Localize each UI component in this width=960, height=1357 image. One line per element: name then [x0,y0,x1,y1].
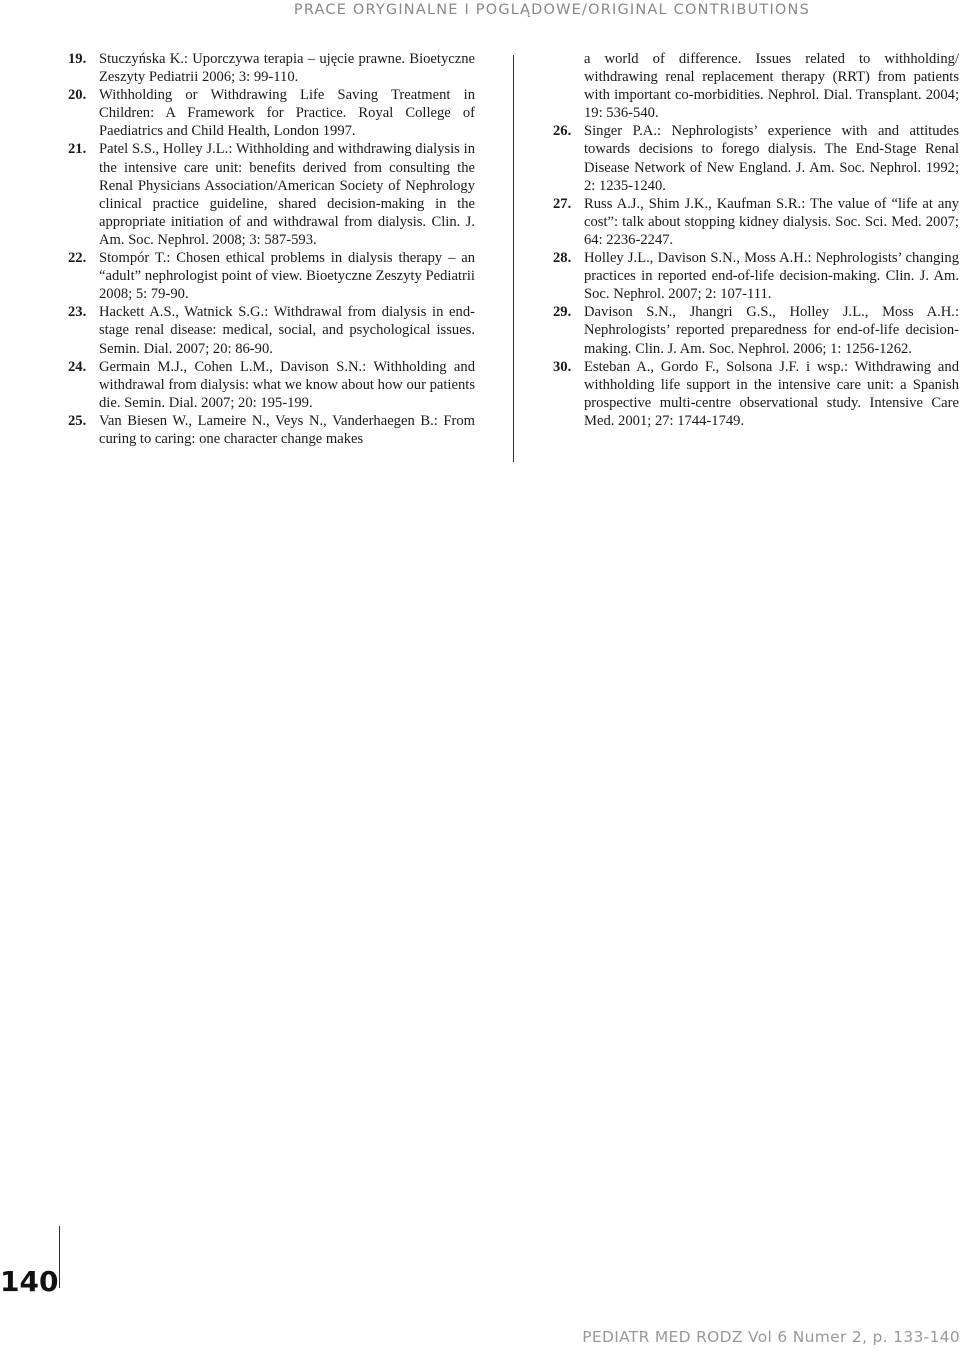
reference-number: 22. [68,250,87,267]
page-number: 140 [0,1265,59,1298]
reference-text: Van Biesen W., Lameire N., Veys N., Vanderhaegen B.: From curing to caring: one character change makes [99,412,475,447]
reference-text: Patel S.S., Holley J.L.: Withholding and withdrawing dialysis in the intensive care unit: benefits derived from consulting the Renal Physicians Association/American Society of Nephrology clinical practice guideline, shared decision-making in the appropriate initiation of and withdrawal from dialysis. Clin. J. Am. Soc. Nephrol. 2008; 3: 587-593. [99,141,475,248]
reference-item [553,358,959,430]
references-column-left [68,50,475,448]
reference-text: Russ A.J., Shim J.K., Kaufman S.R.: The value of “life at any cost”: talk about stopping kidney dialysis. Soc. Sci. Med. 2007; 64: 2236-2247. [584,195,959,248]
reference-number: 26. [553,123,572,140]
reference-item [68,412,475,448]
reference-text: Germain M.J., Cohen L.M., Davison S.N.: Withholding and withdrawal from dialysis: what we know about how our patients die. Semin. Dial. 2007; 20: 195-199. [99,358,475,411]
page-number-divider [59,1226,60,1288]
reference-text: Stuczyńska K.: Uporczywa terapia – ujęcie prawne. Bioetyczne Zeszyty Pediatrii 2006; 3: 99-110. [99,51,475,86]
reference-number: 19. [68,51,87,67]
reference-text: Esteban A., Gordo F., Solsona J.F. i wsp.: Withdrawing and withholding life support in the intensive care unit: a Spanish prospective multi-centre observational study. Intensive Care Med. 2001; 27: 1744-1749. [584,358,959,429]
reference-item [68,86,475,140]
reference-number: 21. [68,141,87,158]
reference-item [553,249,959,303]
reference-item-continued [553,50,959,122]
reference-number: 27. [553,195,572,212]
reference-item [68,303,475,357]
reference-number: 25. [68,412,87,429]
reference-number: 28. [553,250,572,267]
reference-item [68,140,475,249]
reference-text: Stompór T.: Chosen ethical problems in dialysis therapy – an “adult” nephrologist point of view. Bioetyczne Zeszyty Pediatrii 2008; 5: 79-90. [99,250,475,303]
reference-item [68,50,475,86]
reference-item [68,358,475,412]
running-footer: PEDIATR MED RODZ Vol 6 Numer 2, p. 133-140 [582,1328,960,1346]
reference-item [553,303,959,357]
reference-text: Withholding or Withdrawing Life Saving Treatment in Children: A Framework for Practice. Royal College of Paediatrics and Child Health, London 1997. [99,87,475,140]
reference-number: 24. [68,358,87,375]
reference-text: Singer P.A.: Nephrologists’ experience with and attitudes towards decisions to forego dialysis. The End-Stage Renal Disease Network of New England. J. Am. Soc. Nephrol. 1992; 2: 1235-1240. [584,123,959,194]
reference-number: 23. [68,304,87,321]
reference-text: Hackett A.S., Watnick S.G.: Withdrawal from dialysis in end-stage renal disease: medical, social, and psychological issues. Semin. Dial. 2007; 20: 86-90. [99,304,475,357]
running-header: PRACE ORYGINALNE I POGLĄDOWE/ORIGINAL CONTRIBUTIONS [293,2,810,18]
reference-text: Holley J.L., Davison S.N., Moss A.H.: Nephrologists’ changing practices in reported end-of-life decision-making. Clin. J. Am. Soc. Nephrol. 2007; 2: 107-111. [584,250,959,303]
reference-text: a world of difference. Issues related to withholding/ withdrawing renal replacement therapy (RRT) from patients with important co-morbidities. Nephrol. Dial. Transplant. 2004; 19: 536-540. [584,51,959,122]
references-column-right [553,50,959,430]
reference-item [553,122,959,194]
reference-item [68,249,475,303]
reference-number: 20. [68,87,87,104]
reference-number: 29. [553,304,572,321]
column-divider [513,55,514,462]
reference-number: 30. [553,358,572,375]
reference-text: Davison S.N., Jhangri G.S., Holley J.L., Moss A.H.: Nephrologists’ reported preparedness for end-of-life decision-making. Clin. J. Am. Soc. Nephrol. 2006; 1: 1256-1262. [584,304,959,357]
reference-item [553,195,959,249]
